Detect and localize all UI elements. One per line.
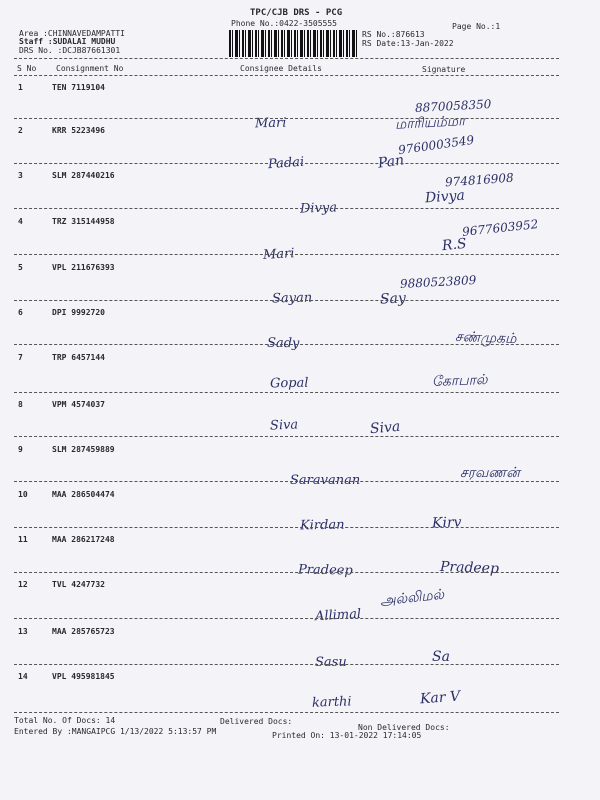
row-divider	[14, 436, 559, 437]
row-sno: 11	[18, 535, 28, 544]
consignee-name-handwritten: Sasu	[315, 655, 347, 670]
consignment-number: MAA 285765723	[52, 627, 115, 636]
staff-label: Staff :SUDALAI MUDHU	[19, 37, 116, 46]
consignee-name-handwritten: Kirdan	[299, 517, 345, 534]
signature-phone-number: 8870058350	[414, 97, 492, 115]
signature: Pradeep	[439, 558, 500, 578]
column-header-signature: Signature	[422, 65, 466, 74]
row-sno: 2	[18, 126, 23, 135]
signature-phone-number: 9760003549	[397, 132, 475, 158]
signature: மாரியம்மா	[394, 113, 466, 133]
row-sno: 9	[18, 445, 23, 454]
consignee-name-handwritten: Saravanan	[290, 473, 361, 488]
rs-number: RS No.:876613	[362, 30, 425, 39]
header-rule-bottom	[14, 75, 559, 76]
page-number: Page No.:1	[452, 22, 501, 31]
consignee-name-handwritten: Pradeep	[297, 562, 353, 579]
area-label: Area :CHINNAVEDAMPATTI	[19, 29, 125, 38]
consignee-name-handwritten: Sayan	[271, 290, 313, 307]
delivered-docs: Delivered Docs:	[220, 717, 293, 726]
row-sno: 1	[18, 83, 23, 92]
row-divider	[14, 572, 559, 573]
row-sno: 13	[18, 627, 28, 636]
row-sno: 3	[18, 171, 23, 180]
footer-rule	[14, 712, 559, 713]
consignment-number: TRP 6457144	[52, 353, 105, 362]
consignee-name-handwritten: Sady	[266, 335, 300, 352]
signature: Pan	[377, 152, 406, 172]
signature: Sa	[432, 649, 450, 665]
entered-by: Entered By :MANGAIPCG 1/13/2022 5:13:57 PM	[14, 727, 217, 736]
consignee-name-handwritten: Divya	[299, 200, 338, 217]
row-divider	[14, 481, 559, 482]
consignment-number: DPI 9992720	[52, 308, 105, 317]
signature: Divya	[424, 187, 466, 207]
consignee-name-handwritten: Siva	[269, 417, 299, 434]
signature: Siva	[369, 418, 401, 438]
consignment-number: TVL 4247732	[52, 580, 105, 589]
consignment-number: MAA 286217248	[52, 535, 115, 544]
row-sno: 8	[18, 400, 23, 409]
row-sno: 5	[18, 263, 23, 272]
row-divider	[14, 208, 559, 209]
row-divider	[14, 254, 559, 255]
row-divider	[14, 664, 559, 665]
column-header-consignment: Consignment No	[56, 64, 124, 73]
consignment-number: TEN 7119104	[52, 83, 105, 92]
column-header-consignee: Consignee Details	[240, 64, 322, 73]
signature-phone-number: 974816908	[444, 170, 515, 190]
consignee-name-handwritten: Padai	[267, 154, 305, 173]
consignment-number: VPL 495981845	[52, 672, 115, 681]
row-divider	[14, 392, 559, 393]
row-divider	[14, 118, 559, 119]
signature: Kirv	[431, 514, 462, 532]
consignment-number: KRR 5223496	[52, 126, 105, 135]
signature: Say	[379, 290, 407, 308]
signature: சரவணன்	[460, 465, 520, 481]
signature: கோபால்	[431, 372, 488, 390]
consignment-number: SLM 287459889	[52, 445, 115, 454]
signature: சண்முகம்	[454, 328, 517, 348]
row-sno: 14	[18, 672, 28, 681]
consignment-number: MAA 286504474	[52, 490, 115, 499]
consignee-name-handwritten: Gopal	[269, 375, 309, 392]
document-title: TPC/CJB DRS - PCG	[250, 8, 343, 18]
consignment-number: SLM 287440216	[52, 171, 115, 180]
phone-number: Phone No.:0422-3505555	[231, 19, 337, 28]
row-divider	[14, 163, 559, 164]
row-divider	[14, 344, 559, 345]
consignee-name-handwritten: Mari	[262, 246, 295, 263]
consignee-name-handwritten: karthi	[311, 694, 352, 711]
consignment-number: TRZ 315144958	[52, 217, 115, 226]
row-sno: 6	[18, 308, 23, 317]
signature-phone-number: 9677603952	[461, 217, 539, 239]
row-divider	[14, 527, 559, 528]
signature: அல்லிமல்	[379, 586, 445, 610]
rs-date: RS Date:13-Jan-2022	[362, 39, 454, 48]
consignment-number: VPL 211676393	[52, 263, 115, 272]
consignee-name-handwritten: Allimal	[314, 606, 362, 625]
total-docs: Total No. Of Docs: 14	[14, 716, 116, 725]
barcode	[229, 30, 358, 57]
row-sno: 7	[18, 353, 23, 362]
consignment-number: VPM 4574037	[52, 400, 105, 409]
signature: R.S	[441, 235, 468, 255]
printed-on: Printed On: 13-01-2022 17:14:05	[272, 731, 422, 740]
row-sno: 4	[18, 217, 23, 226]
signature: Kar V	[419, 688, 461, 708]
header-rule-top	[14, 58, 559, 59]
column-header-sno: S No	[17, 64, 37, 73]
signature-phone-number: 9880523809	[399, 273, 477, 291]
consignee-name-handwritten: Mari	[254, 115, 287, 132]
row-sno: 12	[18, 580, 28, 589]
row-divider	[14, 618, 559, 619]
drs-number: DRS No. :DCJB87661301	[19, 46, 121, 55]
row-sno: 10	[18, 490, 28, 499]
non-delivered-docs: Non Delivered Docs:	[358, 723, 450, 732]
row-divider	[14, 300, 559, 301]
